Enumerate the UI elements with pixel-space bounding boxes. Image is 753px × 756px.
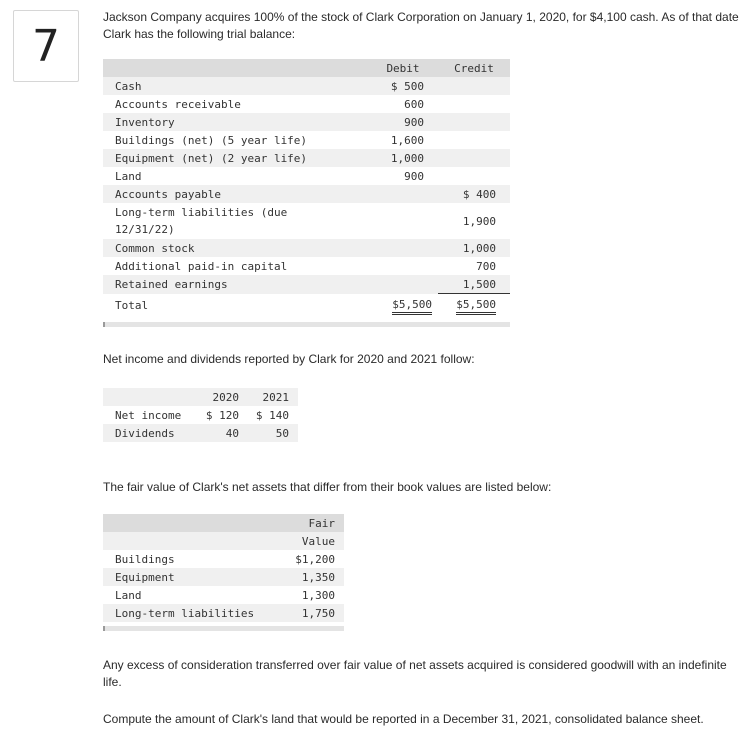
table-row <box>103 239 510 257</box>
row-label: Cash <box>103 77 368 95</box>
goodwill-note: Any excess of consideration transferred over fair value of net assets acquired is considered goodwill with an indefinite life. <box>103 658 727 689</box>
total-debit: $5,500 <box>392 297 432 315</box>
income-header <box>103 388 298 406</box>
row-label: Common stock <box>103 239 368 257</box>
debit-value: $ 500 <box>368 77 438 95</box>
question-text: Compute the amount of Clark's land that would be reported in a December 31, 2021, consolidated balance sheet. <box>103 712 704 726</box>
row-label: Accounts payable <box>103 185 368 203</box>
table-row <box>103 586 344 604</box>
trial-balance-table <box>103 59 510 327</box>
row-label: Land <box>115 169 142 183</box>
credit-value: 700 <box>476 259 496 273</box>
year-2021-header: 2021 <box>245 388 298 406</box>
value-2021: 50 <box>245 424 298 442</box>
table-row <box>103 550 344 568</box>
value-2021: $ 140 <box>255 408 289 422</box>
table-row <box>103 424 298 442</box>
credit-value: 1,000 <box>438 239 510 257</box>
row-label: Buildings (net) (5 year life) <box>115 133 308 147</box>
total-label: Total <box>115 299 149 312</box>
table-row <box>103 77 510 95</box>
fair-value: $1,200 <box>295 552 335 566</box>
credit-value: 1,500 <box>438 275 510 294</box>
table-row <box>103 131 510 149</box>
row-label: Equipment (net) (2 year life) <box>103 149 368 167</box>
debit-value: 1,000 <box>368 149 438 167</box>
table-row <box>103 257 510 275</box>
row-label: Dividends <box>103 424 195 442</box>
row-label: Long-term liabilities (due 12/31/22) <box>115 206 288 236</box>
table-row <box>103 568 344 586</box>
table-row <box>103 203 510 239</box>
table-row <box>103 167 510 185</box>
fair-value-table <box>103 514 344 631</box>
row-label: Inventory <box>103 113 368 131</box>
value-2020: 40 <box>195 424 245 442</box>
table-row <box>103 275 510 294</box>
fair-value-header-2 <box>103 532 344 550</box>
row-label: Land <box>115 588 142 602</box>
row-label: Net income <box>115 408 182 422</box>
table-row <box>103 113 510 131</box>
intro-text: Jackson Company acquires 100% of the stock of Clark Corporation on January 1, 2020, for $4,100 cash. As of that date Clark has the following trial balance: <box>103 10 739 41</box>
question-number: 7 <box>32 20 60 72</box>
question-number-badge <box>13 10 79 82</box>
table-row <box>103 149 510 167</box>
fair-value-intro: The fair value of Clark's net assets that differ from their book values are listed below: <box>103 480 552 494</box>
fair-value: 1,350 <box>279 568 344 586</box>
year-2020-header: 2020 <box>195 388 245 406</box>
fair-value: 1,750 <box>279 604 344 622</box>
table-row <box>103 604 344 622</box>
row-label: Long-term liabilities <box>103 604 279 622</box>
value-header: Value <box>279 532 344 550</box>
credit-value: $ 400 <box>438 185 510 203</box>
credit-header: Credit <box>438 59 510 77</box>
row-label: Additional paid-in capital <box>115 259 288 273</box>
table-row <box>103 406 298 424</box>
debit-header: Debit <box>368 59 438 77</box>
horizontal-scrollbar[interactable] <box>103 322 510 327</box>
net-income-intro: Net income and dividends reported by Clark for 2020 and 2021 follow: <box>103 352 475 366</box>
credit-value: 1,900 <box>462 214 496 228</box>
table-row <box>103 185 510 203</box>
debit-value: 1,600 <box>390 133 424 147</box>
row-label: Retained earnings <box>103 275 368 294</box>
debit-value: 900 <box>368 113 438 131</box>
horizontal-scrollbar[interactable] <box>103 626 344 631</box>
table-row <box>103 95 510 113</box>
row-label: Accounts receivable <box>115 97 241 111</box>
row-label: Equipment <box>103 568 279 586</box>
row-label: Buildings <box>115 552 175 566</box>
debit-value: 600 <box>404 97 424 111</box>
income-table <box>103 388 298 442</box>
debit-value: 900 <box>404 169 424 183</box>
fair-value: 1,300 <box>301 588 335 602</box>
fair-value-header <box>103 514 344 532</box>
trial-balance-header <box>103 59 510 77</box>
total-row <box>103 294 510 318</box>
total-credit: $5,500 <box>456 297 496 315</box>
fair-header: Fair <box>279 514 344 532</box>
value-2020: $ 120 <box>205 408 239 422</box>
